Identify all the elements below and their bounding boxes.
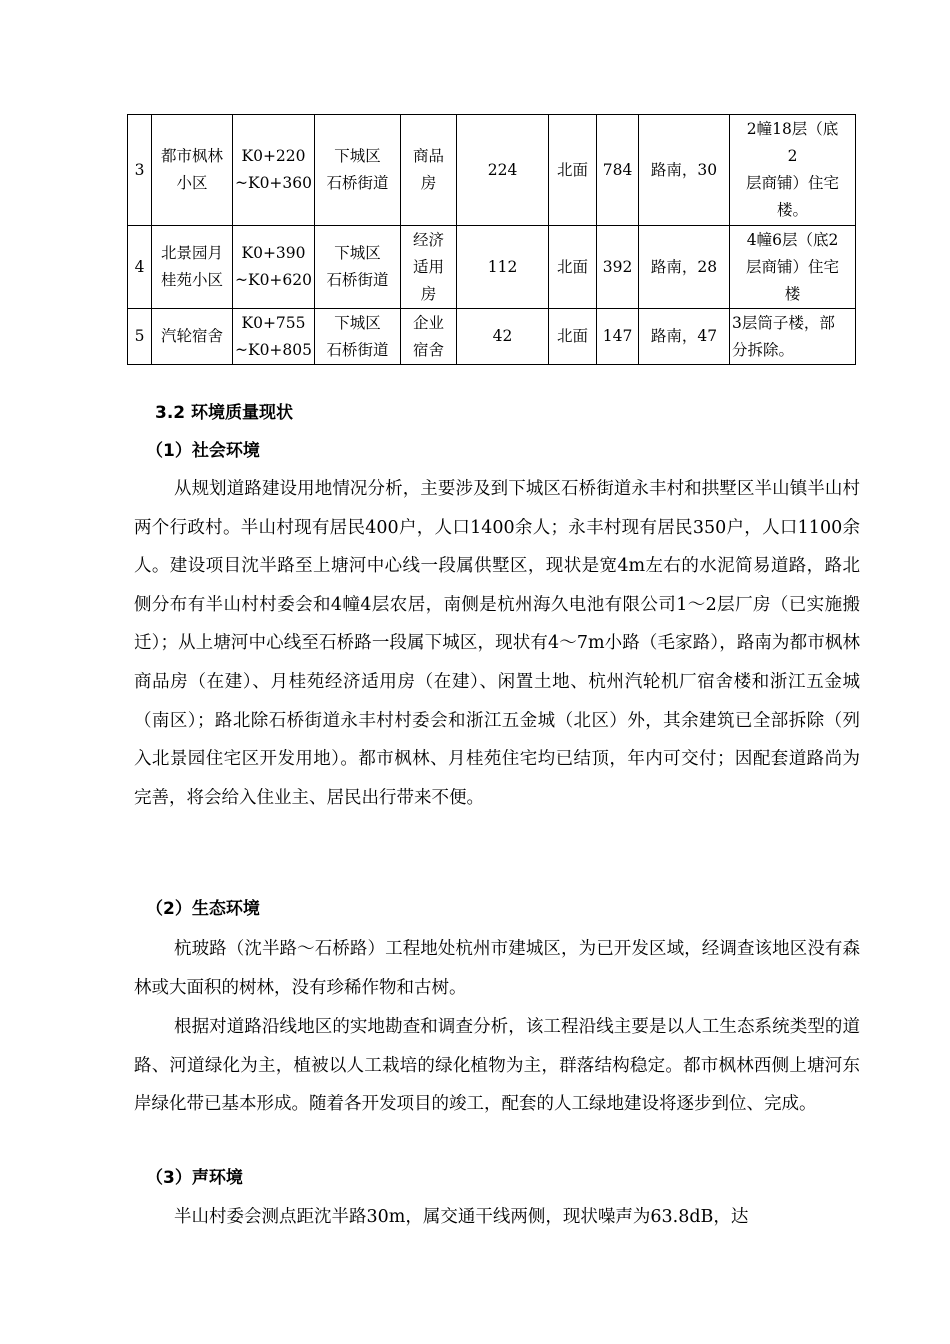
subsection-noise: （3）声环境	[146, 1168, 243, 1188]
row-number: 4	[128, 226, 152, 309]
paragraph-noise: 半山村委会测点距沈半路30m，属交通干线两侧，现状噪声为63.8dB，达	[174, 1207, 749, 1227]
paragraph-social: 从规划道路建设用地情况分析，主要涉及到下城区石桥街道永丰村和拱墅区半山镇半山村两个行政村。半山村现有居民400户，人口1400余人；永丰村现有居民350户，人口1100余人。建设项目沈半路至上塘河中心线一段属供墅区，现状是宽4m左右的水泥简易道路，路北侧分布有半山村村委会和4幢4层农居，南侧是杭州海久电池有限公司1～2层厂房（已实施搬迁）；从上塘河中心线至石桥路一段属下城区，现状有4～7m小路（毛家路），路南为都市枫林商品房（在建）、月桂苑经济适用房（在建）、闲置土地、杭州汽轮机厂宿舍楼和浙江五金城（南区）；路北除石桥街道永丰村村委会和浙江五金城（北区）外，其余建筑已全部拆除（列入北景园住宅区开发用地）。都市枫林、月桂苑住宅均已结顶，年内可交付；因配套道路尚为完善，将会给入住业主、居民出行带来不便。	[134, 479, 860, 808]
households: 224	[457, 115, 549, 226]
table-row	[128, 115, 856, 226]
subsection-ecology: （2）生态环境	[146, 899, 260, 919]
distance: 路南，47	[639, 309, 730, 365]
side: 北面	[549, 309, 597, 365]
sensitive-points-table	[127, 114, 856, 365]
row-number: 3	[128, 115, 152, 226]
chainage-range: K0+390 ~K0+620	[233, 226, 315, 309]
building-note: 2幢18层（底 2 层商铺）住宅 楼。	[730, 115, 856, 226]
table-row	[128, 226, 856, 309]
population: 392	[597, 226, 639, 309]
population: 784	[597, 115, 639, 226]
site-name: 汽轮宿舍	[152, 309, 233, 365]
side: 北面	[549, 115, 597, 226]
distance: 路南，28	[639, 226, 730, 309]
building-type: 商品 房	[401, 115, 457, 226]
building-type: 经济 适用 房	[401, 226, 457, 309]
building-note: 4幢6层（底2 层商铺）住宅 楼	[730, 226, 856, 309]
chainage-range: K0+220 ~K0+360	[233, 115, 315, 226]
district: 下城区 石桥街道	[315, 309, 401, 365]
table-row	[128, 309, 856, 365]
population: 147	[597, 309, 639, 365]
distance: 路南，30	[639, 115, 730, 226]
site-name: 都市枫林 小区	[152, 115, 233, 226]
households: 42	[457, 309, 549, 365]
paragraph-ecology-1: 杭玻路（沈半路～石桥路）工程地处杭州市建城区，为已开发区域，经调查该地区没有森林或大面积的树林，没有珍稀作物和古树。	[134, 939, 860, 998]
chainage-range: K0+755 ~K0+805	[233, 309, 315, 365]
subsection-social: （1）社会环境	[146, 441, 260, 461]
row-number: 5	[128, 309, 152, 365]
district: 下城区 石桥街道	[315, 226, 401, 309]
section-title: 3.2 环境质量现状	[155, 403, 294, 423]
households: 112	[457, 226, 549, 309]
district: 下城区 石桥街道	[315, 115, 401, 226]
side: 北面	[549, 226, 597, 309]
building-type: 企业 宿舍	[401, 309, 457, 365]
site-name: 北景园月 桂苑小区	[152, 226, 233, 309]
paragraph-ecology-2: 根据对道路沿线地区的实地勘查和调查分析，该工程沿线主要是以人工生态系统类型的道路、河道绿化为主，植被以人工栽培的绿化植物为主，群落结构稳定。都市枫林西侧上塘河东岸绿化带已基本形成。随着各开发项目的竣工，配套的人工绿地建设将逐步到位、完成。	[134, 1017, 860, 1115]
building-note: 3层筒子楼，部 分拆除。	[730, 309, 856, 365]
